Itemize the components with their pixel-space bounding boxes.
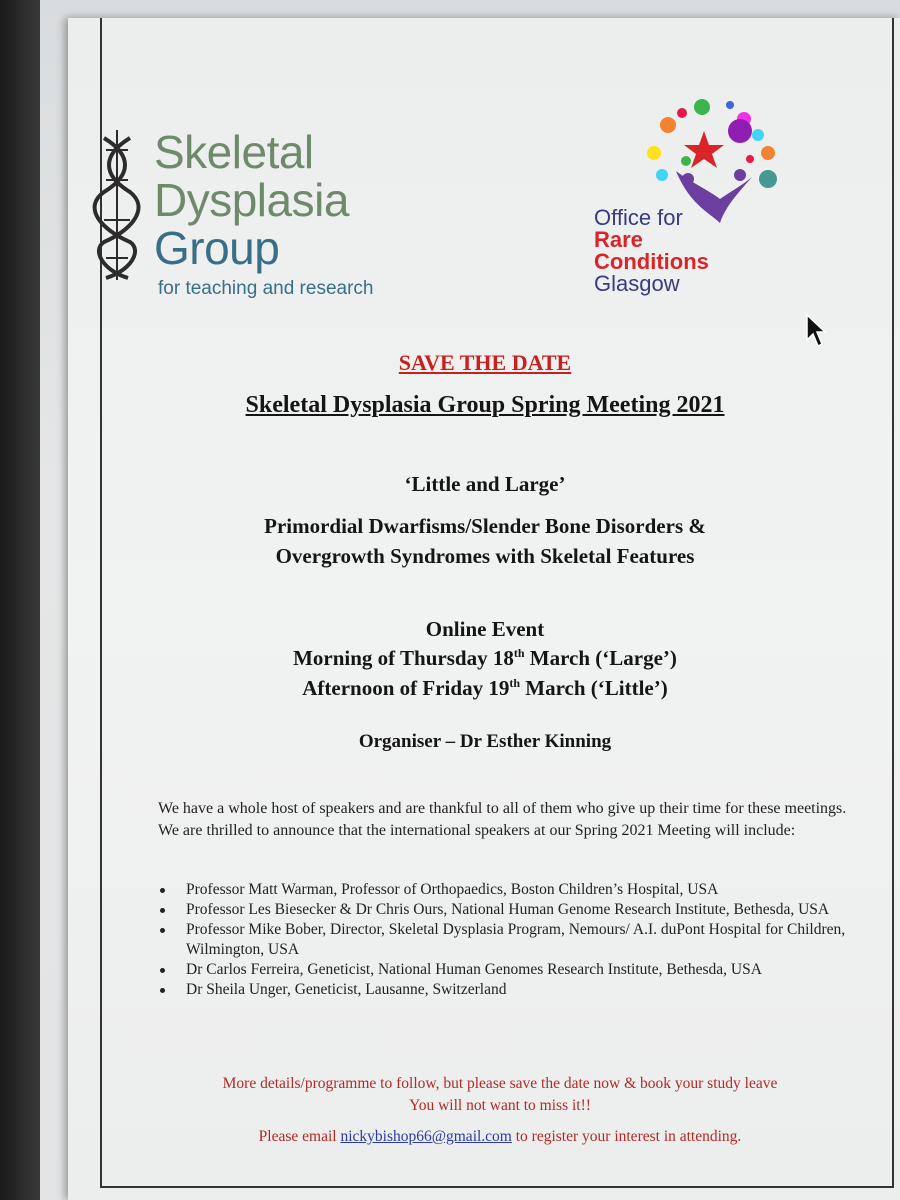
date1-suffix: th <box>513 646 525 660</box>
dna-helix-icon <box>92 130 142 280</box>
footer-line-1: More details/programme to follow, but please save the date now & book your study leave <box>222 1075 778 1092</box>
bullet-icon <box>160 988 165 993</box>
date1-text: Morning of Thursday 18 <box>293 646 514 670</box>
topic-line-1: Primordial Dwarfisms/Slender Bone Disorders & <box>264 514 706 538</box>
meeting-subtitle: ‘Little and Large’ <box>404 472 566 496</box>
date2-rest: March (‘Little’) <box>520 676 668 700</box>
bullet-icon <box>160 928 165 933</box>
footer-email-suffix: to register your interest in attending. <box>511 1128 742 1145</box>
meeting-title: Skeletal Dysplasia Group Spring Meeting 2021 <box>245 392 725 418</box>
footer-email-prefix: Please email <box>258 1128 341 1145</box>
bullet-icon <box>160 908 165 913</box>
speaker-text: Dr Carlos Ferreira, Geneticist, National Human Genomes Research Institute, Bethesda, USA <box>186 961 762 978</box>
list-item <box>158 960 848 980</box>
speaker-text: Dr Sheila Unger, Geneticist, Lausanne, Switzerland <box>186 981 507 998</box>
organiser: Organiser – Dr Esther Kinning <box>358 731 612 752</box>
save-the-date-heading: SAVE THE DATE <box>398 350 572 375</box>
date2-suffix: th <box>509 676 520 690</box>
sdg-logo <box>92 110 432 310</box>
list-item <box>158 920 848 960</box>
speaker-text: Professor Les Biesecker & Dr Chris Ours, National Human Genome Research Institute, Bethesda, USA <box>186 901 830 918</box>
speaker-text: Professor Mike Bober, Director, Skeletal Dysplasia Program, Nemours/ A.I. duPont Hospital for Children, Wilmington, USA <box>186 921 846 958</box>
sdg-logo-line2: Dysplasia <box>154 174 349 226</box>
orc-logo-line4: Glasgow <box>594 271 680 296</box>
event-type: Online Event <box>425 617 545 641</box>
sdg-logo-line1: Skeletal <box>154 126 314 178</box>
bullet-icon <box>160 968 165 973</box>
intro-paragraph: We have a whole host of speakers and are thankful to all of them who give up their time for these meetings. We are thrilled to announce that the international speakers at our Spring 2021 Meeting will include: <box>158 800 847 839</box>
email-link[interactable]: nickybishop66@gmail.com <box>340 1128 512 1145</box>
list-item <box>158 880 848 900</box>
date1-rest: March (‘Large’) <box>524 646 677 670</box>
sdg-logo-tagline: for teaching and research <box>158 278 374 299</box>
list-item <box>158 900 848 920</box>
event-date-1 <box>100 646 870 671</box>
orc-logo-text <box>594 207 709 295</box>
orc-logo-line2: Rare <box>594 227 643 252</box>
event-date-2 <box>100 676 870 701</box>
orc-logo-line3: Conditions <box>594 249 709 274</box>
footer-line-2: You will not want to miss it!! <box>409 1097 591 1114</box>
footer-line-3 <box>130 1128 870 1146</box>
sdg-logo-line3: Group <box>154 222 280 274</box>
orc-logo-line1: Office for <box>594 205 683 230</box>
speaker-text: Professor Matt Warman, Professor of Orthopaedics, Boston Children’s Hospital, USA <box>186 881 719 898</box>
date2-text: Afternoon of Friday 19 <box>302 676 510 700</box>
orc-logo <box>580 95 790 305</box>
list-item <box>158 980 848 1000</box>
bullet-icon <box>160 888 165 893</box>
topic-line-2: Overgrowth Syndromes with Skeletal Features <box>275 544 695 568</box>
speaker-list <box>158 880 848 1000</box>
mouse-cursor-icon <box>806 314 828 348</box>
